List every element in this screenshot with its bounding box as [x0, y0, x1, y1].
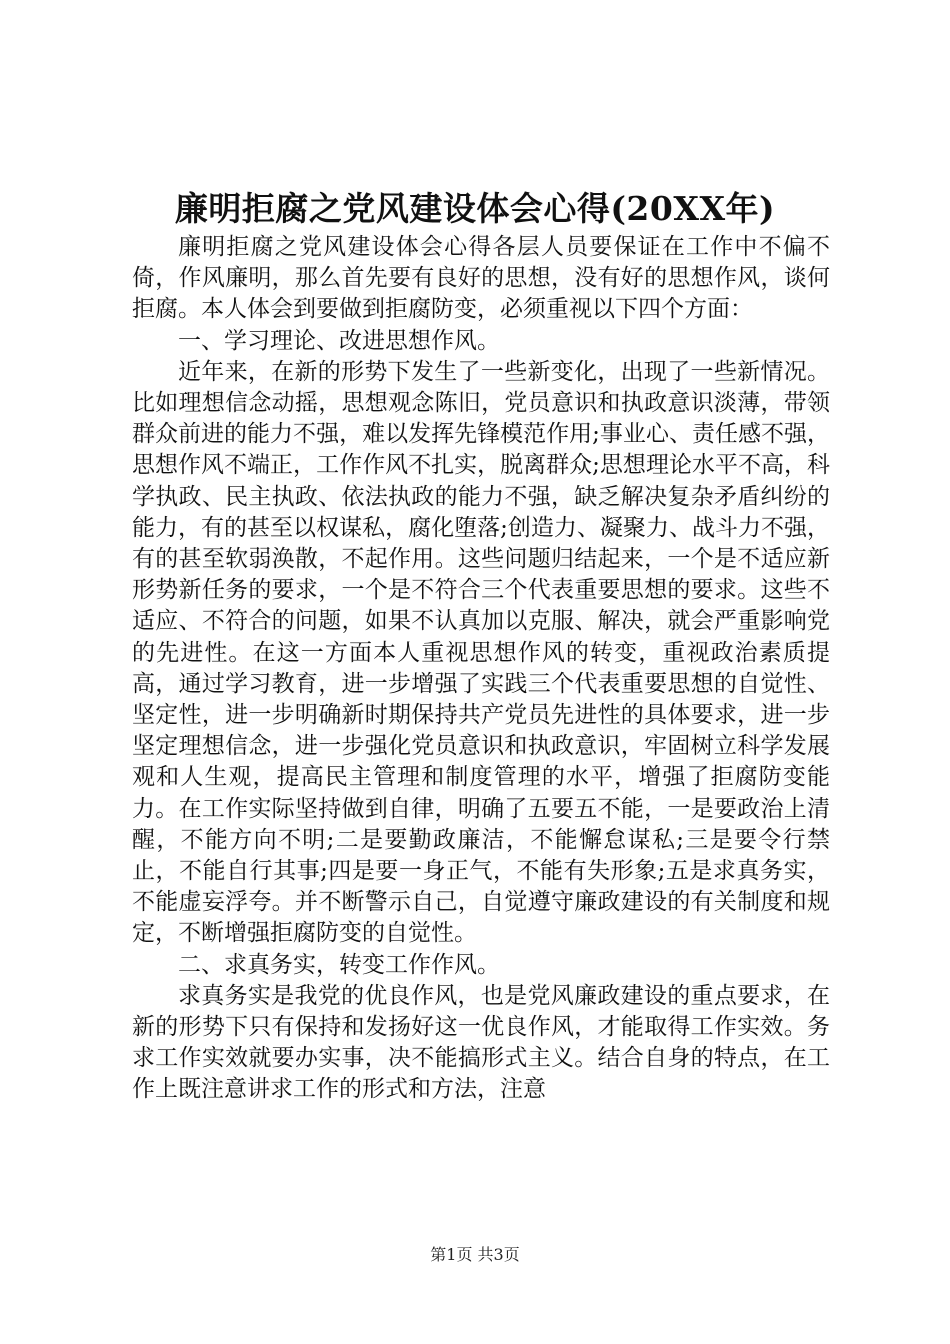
section-heading-2: 二、求真务实，转变工作作风。: [178, 951, 500, 978]
document-body: [132, 232, 830, 1106]
paragraph-intro: 廉明拒腐之党风建设体会心得各层人员要保证在工作中不偏不倚，作风廉明，那么首先要有良好的思想，没有好的思想作风，谈何拒腐。本人体会到要做到拒腐防变，必须重视以下四个方面：: [132, 234, 830, 323]
document-title: 廉明拒腐之党风建设体会心得(20XX年): [174, 189, 776, 228]
page-number-footer: 第1页 共3页: [430, 1245, 520, 1264]
paragraph-section-1: 近年来，在新的形势下发生了一些新变化，出现了一些新情况。比如理想信念动摇，思想观念陈旧，党员意识和执政意识淡薄，带领群众前进的能力不强，难以发挥先锋模范作用;事业心、责任感不强，思想作风不端正，工作作风不扎实，脱离群众;思想理论水平不高，科学执政、民主执政、依法执政的能力不强，缺乏解决复杂矛盾纠纷的能力，有的甚至以权谋私，腐化堕落;创造力、凝聚力、战斗力不强，有的甚至软弱涣散，不起作用。这些问题归结起来，一个是不适应新形势新任务的要求，一个是不符合三个代表重要思想的要求。这些不适应、不符合的问题，如果不认真加以克服、解决，就会严重影响党的先进性。在这一方面本人重视思想作风的转变，重视政治素质提高，通过学习教育，进一步增强了实践三个代表重要思想的自觉性、坚定性，进一步明确新时期保持共产党员先进性的具体要求，进一步坚定理想信念，进一步强化党员意识和执政意识，牢固树立科学发展观和人生观，提高民主管理和制度管理的水平，增强了拒腐防变能力。在工作实际坚持做到自律，明确了五要五不能，一是要政治上清醒，不能方向不明;二是要勤政廉洁，不能懈怠谋私;三是要令行禁止，不能自行其事;四是要一身正气，不能有失形象;五是求真务实，不能虚妄浮夸。并不断警示自己，自觉遵守廉政建设的有关制度和规定，不断增强拒腐防变的自觉性。: [132, 358, 830, 947]
section-heading-1: 一、学习理论、改进思想作风。: [178, 327, 500, 354]
paragraph-section-2: 求真务实是我党的优良作风，也是党风廉政建设的重点要求，在新的形势下只有保持和发扬好这一优良作风，才能取得工作实效。务求工作实效就要办实事，决不能搞形式主义。结合自身的特点，在工作上既注意讲求工作的形式和方法，注意: [132, 982, 830, 1103]
